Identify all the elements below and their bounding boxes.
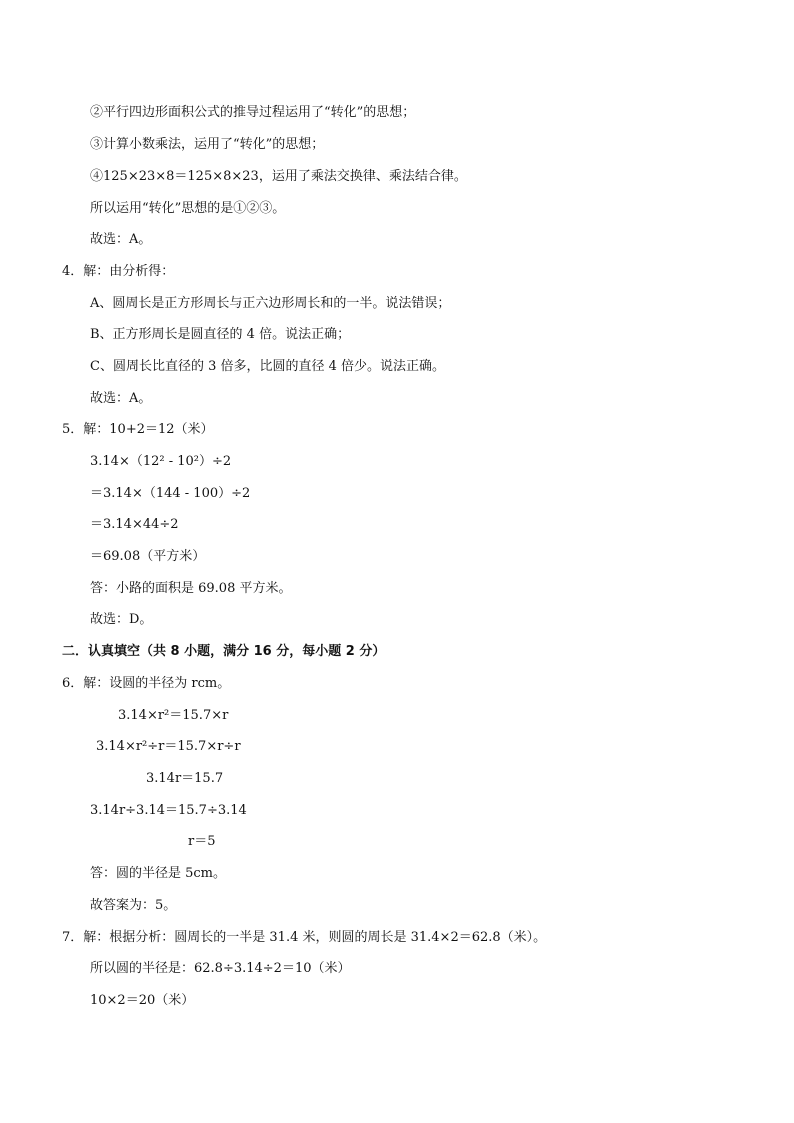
formula-line: 3.14r÷3.14＝15.7÷3.14 bbox=[90, 803, 247, 818]
solution-line: ③计算小数乘法，运用了“转化”的思想； bbox=[90, 137, 325, 152]
section-heading: 二．认真填空（共 8 小题，满分 16 分，每小题 2 分） bbox=[62, 644, 386, 659]
formula-line: 10×2＝20（米） bbox=[90, 993, 195, 1008]
solution-line: A、圆周长是正方形周长与正六边形周长和的一半。说法错误； bbox=[90, 296, 451, 311]
question-heading: 7．解：根据分析：圆周长的一半是 31.4 米，则圆的周长是 31.4×2＝62.8（米）。 bbox=[62, 930, 547, 945]
formula-line: 3.14×r²＝15.7×r bbox=[118, 708, 229, 723]
solution-line: 所以运用“转化”思想的是①②③。 bbox=[90, 201, 286, 216]
solution-line: C、圆周长比直径的 3 倍多，比圆的直径 4 倍少。说法正确。 bbox=[90, 359, 446, 374]
formula-line: r＝5 bbox=[188, 834, 216, 849]
solution-line: ④125×23×8＝125×8×23，运用了乘法交换律、乘法结合律。 bbox=[90, 169, 467, 184]
formula-line: 3.14r＝15.7 bbox=[146, 771, 224, 786]
question-heading: 6．解：设圆的半径为 rcm。 bbox=[62, 676, 231, 691]
answer-choice-line: 故选：D。 bbox=[90, 612, 153, 627]
formula-line: ＝69.08（平方米） bbox=[90, 549, 206, 564]
solution-line: 答：小路的面积是 69.08 平方米。 bbox=[90, 581, 292, 596]
formula-line: ＝3.14×（144 - 100）÷2 bbox=[90, 486, 251, 501]
answer-choice-line: 故选：A。 bbox=[90, 232, 152, 247]
solution-line: ②平行四边形面积公式的推导过程运用了“转化”的思想； bbox=[90, 105, 416, 120]
solution-line: B、正方形周长是圆直径的 4 倍。说法正确； bbox=[90, 327, 351, 342]
answer-line: 故答案为：5。 bbox=[90, 898, 177, 913]
question-heading: 4．解：由分析得： bbox=[62, 264, 175, 279]
question-heading: 5．解：10+2＝12（米） bbox=[62, 422, 214, 437]
answer-choice-line: 故选：A。 bbox=[90, 391, 152, 406]
formula-line: 所以圆的半径是：62.8÷3.14÷2＝10（米） bbox=[90, 961, 351, 976]
formula-line: 3.14×（12² - 10²）÷2 bbox=[90, 454, 232, 469]
solution-line: 答：圆的半径是 5cm。 bbox=[90, 866, 227, 881]
formula-line: ＝3.14×44÷2 bbox=[90, 517, 179, 532]
formula-line: 3.14×r²÷r＝15.7×r÷r bbox=[96, 739, 241, 754]
